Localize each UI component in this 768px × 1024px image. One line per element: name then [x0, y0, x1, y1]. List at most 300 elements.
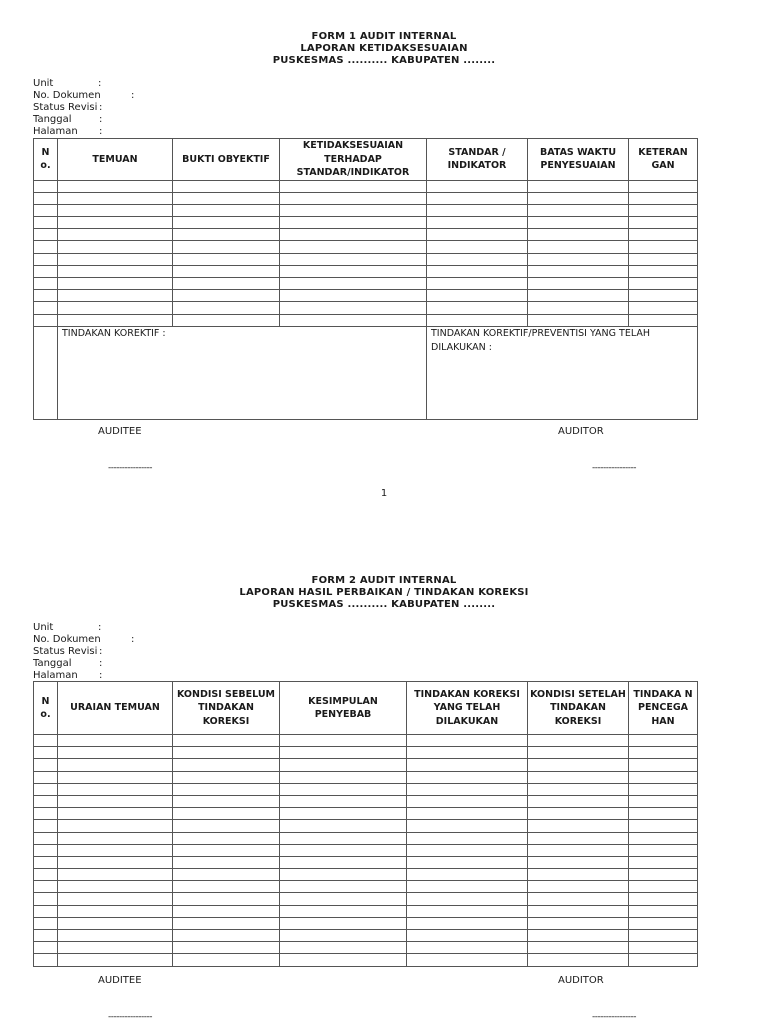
form1-subtitle: LAPORAN KETIDAKSESUAIAN: [300, 43, 468, 54]
table-cell[interactable]: [528, 808, 629, 820]
table-cell[interactable]: [280, 217, 427, 229]
table-cell[interactable]: [34, 856, 58, 868]
table-cell[interactable]: [629, 747, 698, 759]
table-cell[interactable]: [629, 241, 698, 253]
table-cell[interactable]: [173, 820, 280, 832]
table-cell[interactable]: [34, 192, 58, 204]
table-cell[interactable]: [280, 917, 407, 929]
table-cell[interactable]: [528, 735, 629, 747]
table-cell[interactable]: [173, 783, 280, 795]
table-cell[interactable]: [58, 302, 173, 314]
meta-status-revisi-label: Status Revisi: [33, 646, 98, 657]
form2-auditee-label: AUDITEE: [98, 975, 142, 986]
meta-halaman: Halaman :: [33, 126, 103, 137]
table-cell[interactable]: [173, 942, 280, 954]
table-cell[interactable]: [629, 180, 698, 192]
table-cell[interactable]: [34, 278, 58, 290]
table-cell[interactable]: [528, 180, 629, 192]
table-cell[interactable]: [629, 808, 698, 820]
table-cell[interactable]: [34, 735, 58, 747]
table-cell[interactable]: [528, 795, 629, 807]
table-row: [34, 832, 698, 844]
table-cell[interactable]: [528, 204, 629, 216]
table-cell[interactable]: [528, 217, 629, 229]
table-cell[interactable]: [427, 217, 528, 229]
table-cell[interactable]: [280, 735, 407, 747]
table-cell[interactable]: [629, 893, 698, 905]
table-cell[interactable]: [280, 314, 427, 326]
table-cell[interactable]: [407, 869, 528, 881]
table-cell[interactable]: [528, 314, 629, 326]
table-row: [34, 795, 698, 807]
table-row: [34, 314, 698, 326]
form2-table-body: [34, 735, 698, 967]
table-row: [34, 930, 698, 942]
table-row: [34, 856, 698, 868]
table-row: [34, 820, 698, 832]
table-cell[interactable]: [280, 905, 407, 917]
table-cell[interactable]: [528, 856, 629, 868]
table-cell[interactable]: [34, 893, 58, 905]
table-cell[interactable]: [427, 278, 528, 290]
table-cell[interactable]: [173, 759, 280, 771]
meta-no-dokumen: No. Dokumen :: [33, 634, 135, 645]
table-cell[interactable]: [407, 930, 528, 942]
table-cell[interactable]: [280, 290, 427, 302]
header-no: N o.: [34, 139, 58, 181]
table-cell[interactable]: [58, 265, 173, 277]
table-cell[interactable]: [34, 747, 58, 759]
header-keterangan: KETERAN GAN: [629, 139, 698, 181]
table-cell[interactable]: [407, 759, 528, 771]
table-cell[interactable]: [58, 747, 173, 759]
table-cell[interactable]: [58, 930, 173, 942]
header-ketidaksesuaian: KETIDAKSESUAIAN TERHADAP STANDAR/INDIKATOR: [280, 139, 427, 181]
meta-status-revisi: Status Revisi :: [33, 102, 103, 113]
header-kondisi-setelah: KONDISI SETELAH TINDAKAN KOREKSI: [528, 682, 629, 735]
table-cell[interactable]: [528, 771, 629, 783]
table-cell[interactable]: [34, 832, 58, 844]
header-tindakan-koreksi: TINDAKAN KOREKSI YANG TELAH DILAKUKAN: [407, 682, 528, 735]
table-cell[interactable]: [58, 942, 173, 954]
table-cell[interactable]: [58, 735, 173, 747]
form1-puskesmas-line: PUSKESMAS .......... KABUPATEN ........: [272, 55, 496, 66]
table-cell[interactable]: [173, 278, 280, 290]
table-cell[interactable]: [280, 820, 407, 832]
table-cell[interactable]: [58, 795, 173, 807]
table-cell[interactable]: [58, 844, 173, 856]
tindakan-korektif-field[interactable]: TINDAKAN KOREKTIF :: [58, 326, 427, 419]
table-cell[interactable]: [629, 820, 698, 832]
table-cell[interactable]: [629, 204, 698, 216]
table-cell[interactable]: [427, 180, 528, 192]
table-cell[interactable]: [528, 930, 629, 942]
table-cell[interactable]: [407, 917, 528, 929]
table-cell[interactable]: [280, 747, 407, 759]
table-cell[interactable]: [629, 265, 698, 277]
table-cell[interactable]: [280, 229, 427, 241]
table-cell[interactable]: [629, 735, 698, 747]
table-cell[interactable]: [528, 192, 629, 204]
table-cell[interactable]: [173, 217, 280, 229]
table-cell[interactable]: [34, 229, 58, 241]
table-cell[interactable]: [528, 253, 629, 265]
table-cell[interactable]: [280, 759, 407, 771]
table-cell[interactable]: [407, 881, 528, 893]
table-cell[interactable]: [58, 180, 173, 192]
table-cell[interactable]: [173, 735, 280, 747]
table-cell[interactable]: [280, 893, 407, 905]
table-cell[interactable]: [173, 253, 280, 265]
table-row: [34, 905, 698, 917]
table-cell[interactable]: [34, 314, 58, 326]
table-cell[interactable]: [173, 844, 280, 856]
meta-unit: Unit :: [33, 78, 102, 89]
table-cell[interactable]: [528, 869, 629, 881]
table-cell[interactable]: [427, 204, 528, 216]
table-cell[interactable]: [58, 229, 173, 241]
table-cell[interactable]: [280, 241, 427, 253]
table-cell[interactable]: [280, 808, 407, 820]
table-cell[interactable]: [280, 204, 427, 216]
table-cell[interactable]: [407, 735, 528, 747]
table-cell[interactable]: [34, 954, 58, 966]
table-cell[interactable]: [427, 314, 528, 326]
table-row: [34, 954, 698, 966]
table-cell[interactable]: [58, 869, 173, 881]
table-cell[interactable]: [34, 217, 58, 229]
table-cell[interactable]: [173, 192, 280, 204]
table-cell[interactable]: [173, 795, 280, 807]
table-cell[interactable]: [173, 265, 280, 277]
table-cell[interactable]: [280, 856, 407, 868]
table-cell[interactable]: [407, 832, 528, 844]
table-cell[interactable]: [58, 881, 173, 893]
form1-auditee-label: AUDITEE: [98, 426, 142, 437]
meta-status-revisi-label: Status Revisi: [33, 102, 98, 113]
table-cell[interactable]: [528, 302, 629, 314]
table-row: [34, 844, 698, 856]
form2-header-row: [34, 682, 698, 735]
table-cell[interactable]: [528, 881, 629, 893]
table-cell[interactable]: [34, 881, 58, 893]
table-cell[interactable]: [427, 241, 528, 253]
table-cell[interactable]: [528, 747, 629, 759]
table-cell[interactable]: [427, 192, 528, 204]
form2-meta-block: [33, 622, 135, 682]
table-cell[interactable]: [407, 954, 528, 966]
table-cell[interactable]: [34, 930, 58, 942]
table-cell[interactable]: [528, 229, 629, 241]
table-cell[interactable]: [427, 290, 528, 302]
table-cell[interactable]: [629, 856, 698, 868]
table-row: [34, 265, 698, 277]
table-cell[interactable]: [280, 253, 427, 265]
table-cell[interactable]: [629, 783, 698, 795]
table-cell[interactable]: [34, 808, 58, 820]
meta-halaman-label: Halaman: [33, 670, 78, 681]
table-cell[interactable]: [280, 192, 427, 204]
table-cell[interactable]: [629, 314, 698, 326]
form2-auditee-signature-line: ----------------: [108, 1012, 152, 1022]
table-cell[interactable]: [629, 942, 698, 954]
table-cell[interactable]: [528, 265, 629, 277]
table-cell[interactable]: [528, 278, 629, 290]
form2-title: FORM 2 AUDIT INTERNAL: [311, 575, 457, 586]
table-cell[interactable]: [58, 241, 173, 253]
meta-halaman: Halaman :: [33, 670, 103, 681]
form1-table-body: [34, 180, 698, 326]
table-cell[interactable]: [407, 893, 528, 905]
table-cell[interactable]: [629, 217, 698, 229]
table-cell[interactable]: [58, 808, 173, 820]
table-cell[interactable]: [58, 217, 173, 229]
table-cell[interactable]: [34, 204, 58, 216]
table-cell[interactable]: [58, 253, 173, 265]
table-cell[interactable]: [34, 265, 58, 277]
table-cell[interactable]: [34, 905, 58, 917]
form1-title: FORM 1 AUDIT INTERNAL: [311, 31, 457, 42]
table-row: [34, 253, 698, 265]
table-cell[interactable]: [173, 856, 280, 868]
table-cell[interactable]: [629, 229, 698, 241]
table-cell[interactable]: [407, 783, 528, 795]
table-cell[interactable]: [528, 290, 629, 302]
table-cell[interactable]: [528, 905, 629, 917]
table-cell[interactable]: [528, 844, 629, 856]
table-cell[interactable]: [34, 302, 58, 314]
table-cell[interactable]: [629, 290, 698, 302]
table-cell[interactable]: [407, 747, 528, 759]
table-cell[interactable]: [34, 820, 58, 832]
table-cell[interactable]: [58, 278, 173, 290]
form1-table: [33, 138, 698, 420]
table-cell[interactable]: [173, 881, 280, 893]
table-cell[interactable]: [34, 180, 58, 192]
table-row: [34, 808, 698, 820]
table-cell[interactable]: [280, 795, 407, 807]
table-cell[interactable]: [34, 869, 58, 881]
form2-auditor-label: AUDITOR: [558, 975, 604, 986]
table-cell[interactable]: [407, 808, 528, 820]
table-cell[interactable]: [34, 795, 58, 807]
meta-unit-label: Unit: [33, 622, 54, 633]
table-cell[interactable]: [173, 180, 280, 192]
tindakan-preventif-field[interactable]: TINDAKAN KOREKTIF/PREVENTISI YANG TELAH DILAKUKAN :: [427, 326, 698, 419]
table-cell[interactable]: [280, 954, 407, 966]
table-cell[interactable]: [173, 905, 280, 917]
table-cell[interactable]: [58, 954, 173, 966]
table-cell[interactable]: [280, 180, 427, 192]
table-cell[interactable]: [34, 241, 58, 253]
table-cell[interactable]: [280, 832, 407, 844]
header-tindakan-pencegahan: TINDAKA N PENCEGA HAN: [629, 682, 698, 735]
table-cell[interactable]: [427, 253, 528, 265]
form1-tindakan-row: [34, 326, 698, 419]
meta-no-dokumen-label: No. Dokumen: [33, 634, 101, 645]
form2-table: [33, 681, 698, 967]
table-cell[interactable]: [34, 290, 58, 302]
table-cell[interactable]: [629, 795, 698, 807]
table-cell[interactable]: [58, 759, 173, 771]
table-row: [34, 241, 698, 253]
table-row: [34, 290, 698, 302]
form1-auditor-label: AUDITOR: [558, 426, 604, 437]
table-cell[interactable]: [58, 820, 173, 832]
table-cell[interactable]: [407, 905, 528, 917]
table-cell[interactable]: [34, 917, 58, 929]
table-cell[interactable]: [173, 204, 280, 216]
table-cell[interactable]: [407, 795, 528, 807]
form1-header-row: [34, 139, 698, 181]
header-kondisi-sebelum: KONDISI SEBELUM TINDAKAN KOREKSI: [173, 682, 280, 735]
table-cell[interactable]: [280, 869, 407, 881]
table-cell[interactable]: [629, 881, 698, 893]
form1-auditor-signature-line: ----------------: [592, 463, 636, 473]
table-cell[interactable]: [427, 229, 528, 241]
table-row: [34, 783, 698, 795]
table-row: [34, 893, 698, 905]
table-cell[interactable]: [58, 893, 173, 905]
table-row: [34, 180, 698, 192]
table-cell[interactable]: [173, 954, 280, 966]
table-cell[interactable]: [280, 302, 427, 314]
table-row: [34, 759, 698, 771]
table-cell[interactable]: [34, 942, 58, 954]
table-row: [34, 942, 698, 954]
table-cell[interactable]: [173, 832, 280, 844]
table-row: [34, 302, 698, 314]
table-cell[interactable]: [629, 869, 698, 881]
header-no: N o.: [34, 682, 58, 735]
table-cell[interactable]: [280, 278, 427, 290]
table-cell[interactable]: [629, 192, 698, 204]
table-cell[interactable]: [629, 905, 698, 917]
table-cell[interactable]: [407, 820, 528, 832]
table-row: [34, 747, 698, 759]
table-cell[interactable]: [629, 302, 698, 314]
table-cell[interactable]: [173, 747, 280, 759]
meta-tanggal-label: Tanggal: [33, 658, 72, 669]
table-cell[interactable]: [629, 844, 698, 856]
table-cell[interactable]: [173, 302, 280, 314]
table-cell[interactable]: [528, 820, 629, 832]
table-cell[interactable]: [528, 942, 629, 954]
meta-no-dokumen: No. Dokumen :: [33, 90, 135, 101]
table-row: [34, 204, 698, 216]
table-row: [34, 917, 698, 929]
table-cell[interactable]: [173, 869, 280, 881]
table-cell[interactable]: [280, 783, 407, 795]
table-cell[interactable]: [280, 771, 407, 783]
table-cell[interactable]: [173, 314, 280, 326]
table-row: [34, 735, 698, 747]
table-cell[interactable]: [280, 881, 407, 893]
meta-status-revisi: Status Revisi :: [33, 646, 103, 657]
table-cell[interactable]: [34, 253, 58, 265]
form2-subtitle: LAPORAN HASIL PERBAIKAN / TINDAKAN KOREKSI: [239, 587, 529, 598]
meta-unit: Unit :: [33, 622, 102, 633]
table-cell[interactable]: [34, 759, 58, 771]
table-cell[interactable]: [427, 265, 528, 277]
meta-tanggal: Tanggal :: [33, 114, 103, 125]
table-cell[interactable]: [173, 893, 280, 905]
table-cell[interactable]: [280, 930, 407, 942]
form2-puskesmas-line: PUSKESMAS .......... KABUPATEN ........: [272, 599, 496, 610]
table-cell[interactable]: [629, 759, 698, 771]
table-cell[interactable]: [629, 832, 698, 844]
table-row: [34, 869, 698, 881]
table-cell[interactable]: [629, 253, 698, 265]
table-cell[interactable]: [528, 241, 629, 253]
table-cell[interactable]: [58, 771, 173, 783]
table-cell[interactable]: [629, 930, 698, 942]
table-cell[interactable]: [629, 954, 698, 966]
table-row: [34, 192, 698, 204]
table-cell[interactable]: [58, 917, 173, 929]
table-cell[interactable]: [528, 917, 629, 929]
table-cell[interactable]: [173, 808, 280, 820]
table-cell[interactable]: [58, 783, 173, 795]
table-cell[interactable]: [34, 771, 58, 783]
form1-auditee-signature-line: ----------------: [108, 463, 152, 473]
table-cell[interactable]: [629, 917, 698, 929]
table-cell[interactable]: [58, 314, 173, 326]
table-cell[interactable]: [58, 856, 173, 868]
header-batas-waktu: BATAS WAKTU PENYESUAIAN: [528, 139, 629, 181]
header-kesimpulan-penyebab: KESIMPULAN PENYEBAB: [280, 682, 407, 735]
table-cell[interactable]: [173, 290, 280, 302]
table-cell[interactable]: [58, 832, 173, 844]
table-cell[interactable]: [58, 192, 173, 204]
meta-unit-label: Unit: [33, 78, 54, 89]
table-cell[interactable]: [407, 942, 528, 954]
table-cell[interactable]: [173, 930, 280, 942]
table-cell[interactable]: [528, 954, 629, 966]
table-cell[interactable]: [528, 759, 629, 771]
table-cell[interactable]: [34, 783, 58, 795]
table-cell[interactable]: [528, 832, 629, 844]
meta-halaman-label: Halaman: [33, 126, 78, 137]
table-cell[interactable]: [407, 771, 528, 783]
table-cell[interactable]: [173, 771, 280, 783]
table-cell[interactable]: [280, 844, 407, 856]
table-cell[interactable]: [407, 844, 528, 856]
meta-tanggal-label: Tanggal: [33, 114, 72, 125]
table-cell[interactable]: [629, 771, 698, 783]
header-uraian-temuan: URAIAN TEMUAN: [58, 682, 173, 735]
table-row: [34, 229, 698, 241]
table-cell[interactable]: [280, 265, 427, 277]
header-standar-indikator: STANDAR / INDIKATOR: [427, 139, 528, 181]
table-cell[interactable]: [427, 302, 528, 314]
table-cell[interactable]: [173, 241, 280, 253]
table-cell[interactable]: [280, 942, 407, 954]
table-cell[interactable]: [629, 278, 698, 290]
table-cell[interactable]: [407, 856, 528, 868]
table-cell[interactable]: [34, 844, 58, 856]
table-cell[interactable]: [58, 905, 173, 917]
table-cell[interactable]: [173, 229, 280, 241]
table-cell[interactable]: [173, 917, 280, 929]
table-cell[interactable]: [58, 290, 173, 302]
table-cell[interactable]: [528, 893, 629, 905]
table-row: [34, 771, 698, 783]
table-cell[interactable]: [58, 204, 173, 216]
tindakan-no-cell: [34, 326, 58, 419]
table-row: [34, 278, 698, 290]
table-cell[interactable]: [528, 783, 629, 795]
